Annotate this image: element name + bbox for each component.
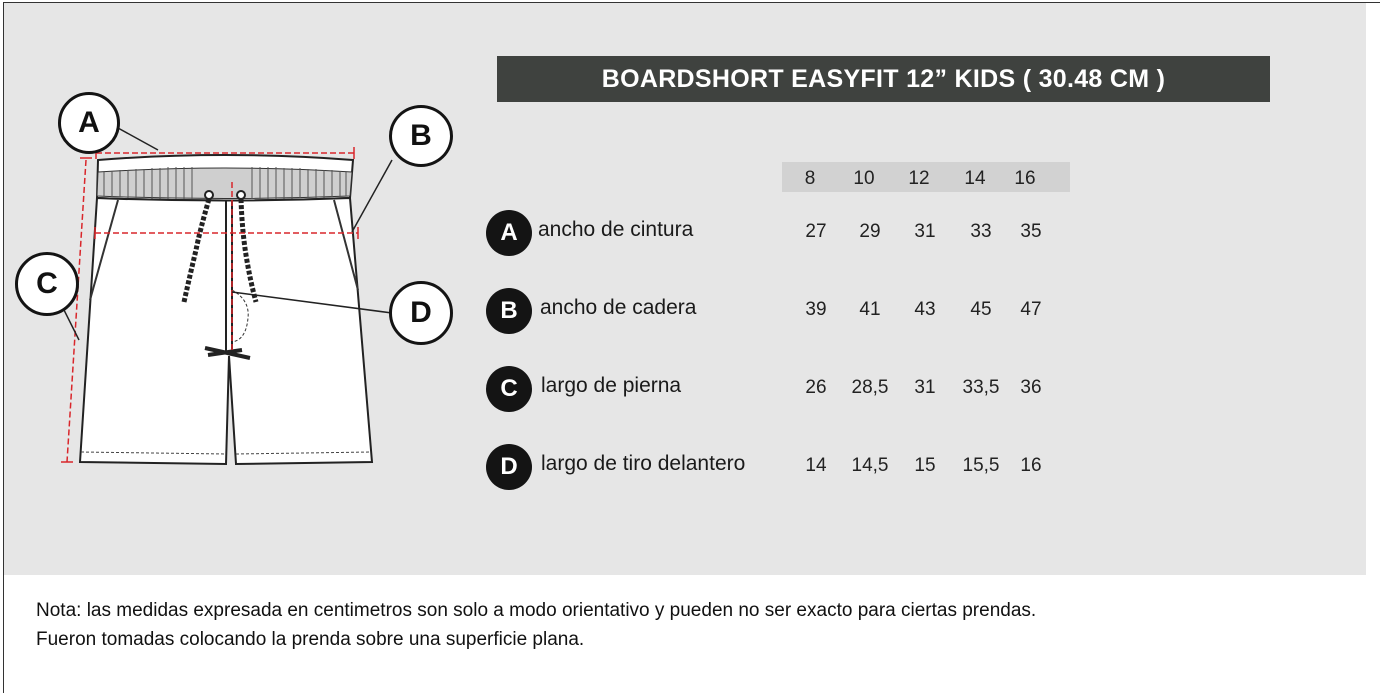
row-label-D: largo de tiro delantero [541, 452, 746, 475]
row-badge-B: B [486, 288, 532, 334]
value-D-10: 14,5 [851, 455, 889, 476]
callout-C: C [15, 252, 79, 316]
value-C-14: 33,5 [962, 377, 1000, 398]
row-badge-A: A [486, 210, 532, 256]
size-header-8: 8 [804, 168, 816, 189]
value-A-14: 33 [970, 221, 992, 242]
value-C-10: 28,5 [851, 377, 889, 398]
row-badge-C: C [486, 366, 532, 412]
value-C-8: 26 [805, 377, 827, 398]
value-A-16: 35 [1020, 221, 1042, 242]
value-A-8: 27 [805, 221, 827, 242]
row-label-A: ancho de cintura [538, 218, 694, 241]
size-header-10: 10 [853, 168, 875, 189]
value-B-16: 47 [1020, 299, 1042, 320]
value-B-10: 41 [859, 299, 881, 320]
value-C-16: 36 [1020, 377, 1042, 398]
value-B-8: 39 [805, 299, 827, 320]
callout-D: D [389, 281, 453, 345]
value-A-12: 31 [914, 221, 936, 242]
note-line-2: Fueron tomadas colocando la prenda sobre una superficie plana. [36, 629, 585, 650]
value-C-12: 31 [914, 377, 936, 398]
size-header-16: 16 [1014, 168, 1036, 189]
value-D-8: 14 [805, 455, 827, 476]
value-D-14: 15,5 [962, 455, 1000, 476]
row-label-C: largo de pierna [541, 374, 682, 397]
value-B-12: 43 [914, 299, 936, 320]
product-title: BOARDSHORT EASYFIT 12” KIDS ( 30.48 CM ) [497, 56, 1270, 102]
note-line-1: Nota: las medidas expresada en centimetros son solo a modo orientativo y pueden no ser exacto para ciertas prendas. [36, 600, 1037, 621]
value-D-12: 15 [914, 455, 936, 476]
row-badge-D: D [486, 444, 532, 490]
value-A-10: 29 [859, 221, 881, 242]
callout-B: B [389, 105, 453, 167]
value-D-16: 16 [1020, 455, 1042, 476]
row-label-B: ancho de cadera [540, 296, 697, 319]
boardshort-diagram [0, 0, 480, 500]
size-header-14: 14 [964, 168, 986, 189]
callout-A: A [58, 92, 120, 154]
size-header-12: 12 [908, 168, 930, 189]
waistband-ribbing [97, 168, 352, 199]
value-B-14: 45 [970, 299, 992, 320]
